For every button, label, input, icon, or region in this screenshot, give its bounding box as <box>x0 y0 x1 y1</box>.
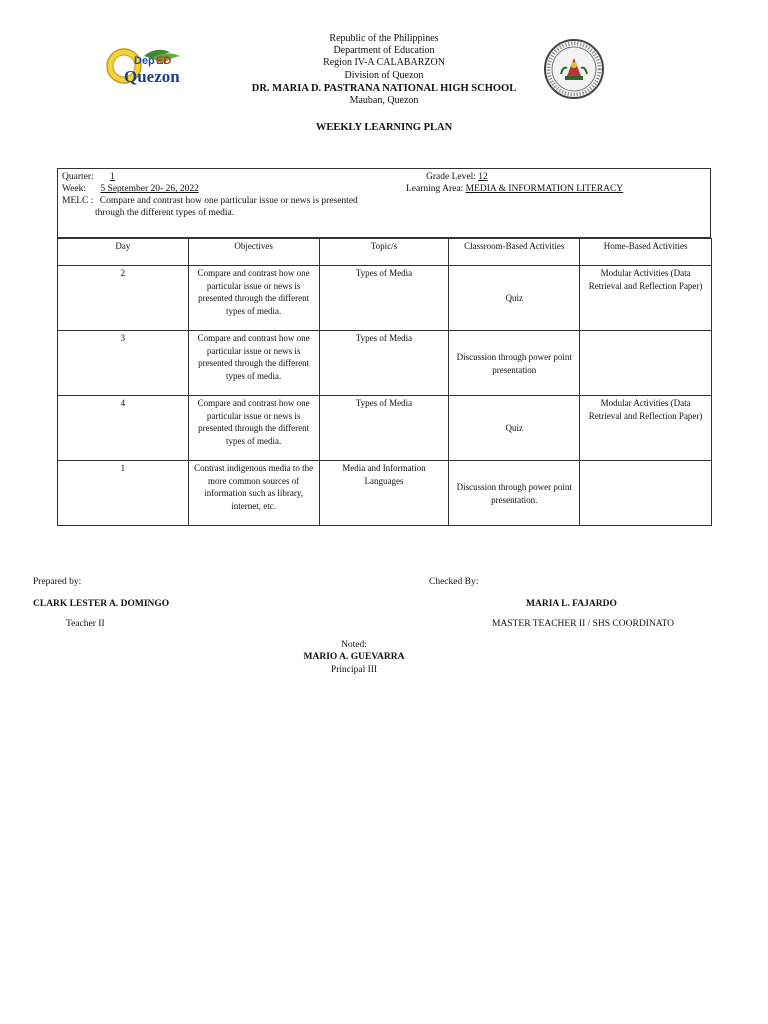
cell-topic: Types of Media <box>319 396 449 461</box>
header-region: Region IV-A CALABARZON <box>323 57 445 68</box>
svg-text:Dep: Dep <box>134 55 155 67</box>
cell-objective: Compare and contrast how one particular issue or news is presented through the different types of media. <box>188 331 319 396</box>
cell-classroom: Quiz <box>449 266 580 331</box>
header-objectives: Objectives <box>188 239 319 266</box>
table-row <box>58 266 712 331</box>
cell-home: Modular Activities (Data Retrieval and Reflection Paper) <box>580 266 712 331</box>
weekly-plan-table <box>57 238 712 526</box>
cell-classroom: Discussion through power point presentation. <box>449 461 580 526</box>
cell-home: Modular Activities (Data Retrieval and Reflection Paper) <box>580 396 712 461</box>
table-header-row <box>58 239 712 266</box>
cell-topic: Types of Media <box>319 331 449 396</box>
melc-field <box>62 195 358 207</box>
header-topics: Topic/s <box>319 239 449 266</box>
noted-label: Noted: <box>341 640 367 650</box>
week-field <box>62 183 199 195</box>
checked-by-label: Checked By: <box>429 577 479 587</box>
quarter-field <box>62 171 152 183</box>
header-republic: Republic of the Philippines <box>329 33 439 44</box>
learning-area-label: Learning Area: <box>406 184 464 194</box>
plan-info-box <box>57 168 711 238</box>
header-day: Day <box>58 239 189 266</box>
header-department: Department of Education <box>333 45 435 56</box>
cell-home <box>580 331 712 396</box>
week-value: 5 September 20- 26, 2022 <box>100 184 199 194</box>
cell-day: 2 <box>58 266 189 331</box>
cell-classroom: Quiz <box>449 396 580 461</box>
cell-day: 4 <box>58 396 189 461</box>
noted-role: Principal III <box>330 665 378 675</box>
school-location: Mauban, Quezon <box>349 95 419 106</box>
melc-text-line1: Compare and contrast how one particular issue or news is presented <box>99 196 358 206</box>
document-title: WEEKLY LEARNING PLAN <box>315 122 453 133</box>
noted-name: MARIO A. GUEVARRA <box>303 652 405 662</box>
grade-value: 12 <box>478 172 488 182</box>
cell-day: 1 <box>58 461 189 526</box>
cell-topic: Media and Information Languages <box>319 461 449 526</box>
school-name: DR. MARIA D. PASTRANA NATIONAL HIGH SCHOOL <box>251 83 517 94</box>
quarter-label: Quarter: <box>62 172 94 182</box>
quarter-value: 1 <box>110 172 115 182</box>
svg-text:Quezon: Quezon <box>124 67 180 86</box>
grade-field <box>426 171 520 183</box>
cell-objective: Compare and contrast how one particular issue or news is presented through the different types of media. <box>188 266 319 331</box>
svg-text:ED: ED <box>156 55 172 67</box>
grade-label: Grade Level: <box>426 172 476 182</box>
cell-topic: Types of Media <box>319 266 449 331</box>
week-label: Week: <box>62 184 87 194</box>
melc-label: MELC : <box>62 196 94 206</box>
header-home-activities: Home-Based Activities <box>580 239 712 266</box>
table-row <box>58 461 712 526</box>
cell-objective: Compare and contrast how one particular issue or news is presented through the different types of media. <box>188 396 319 461</box>
prepared-by-role: Teacher II <box>66 619 105 629</box>
header-classroom-activities: Classroom-Based Activities <box>449 239 580 266</box>
table-row <box>58 396 712 461</box>
melc-text-line2: through the different types of media. <box>95 208 235 218</box>
learning-area-value: MEDIA & INFORMATION LITERACY <box>465 184 624 194</box>
checked-by-role: MASTER TEACHER II / SHS COORDINATO <box>492 619 675 629</box>
table-row <box>58 331 712 396</box>
cell-objective: Contrast indigenous media to the more common sources of information such as library, internet, etc. <box>188 461 319 526</box>
checked-by-name: MARIA L. FAJARDO <box>526 599 617 609</box>
cell-home <box>580 461 712 526</box>
cell-classroom: Discussion through power point presentation <box>449 331 580 396</box>
prepared-by-label: Prepared by: <box>33 577 82 587</box>
learning-area-field <box>406 183 623 195</box>
prepared-by-name: CLARK LESTER A. DOMINGO <box>33 599 170 609</box>
cell-day: 3 <box>58 331 189 396</box>
header-division: Division of Quezon <box>344 70 424 81</box>
